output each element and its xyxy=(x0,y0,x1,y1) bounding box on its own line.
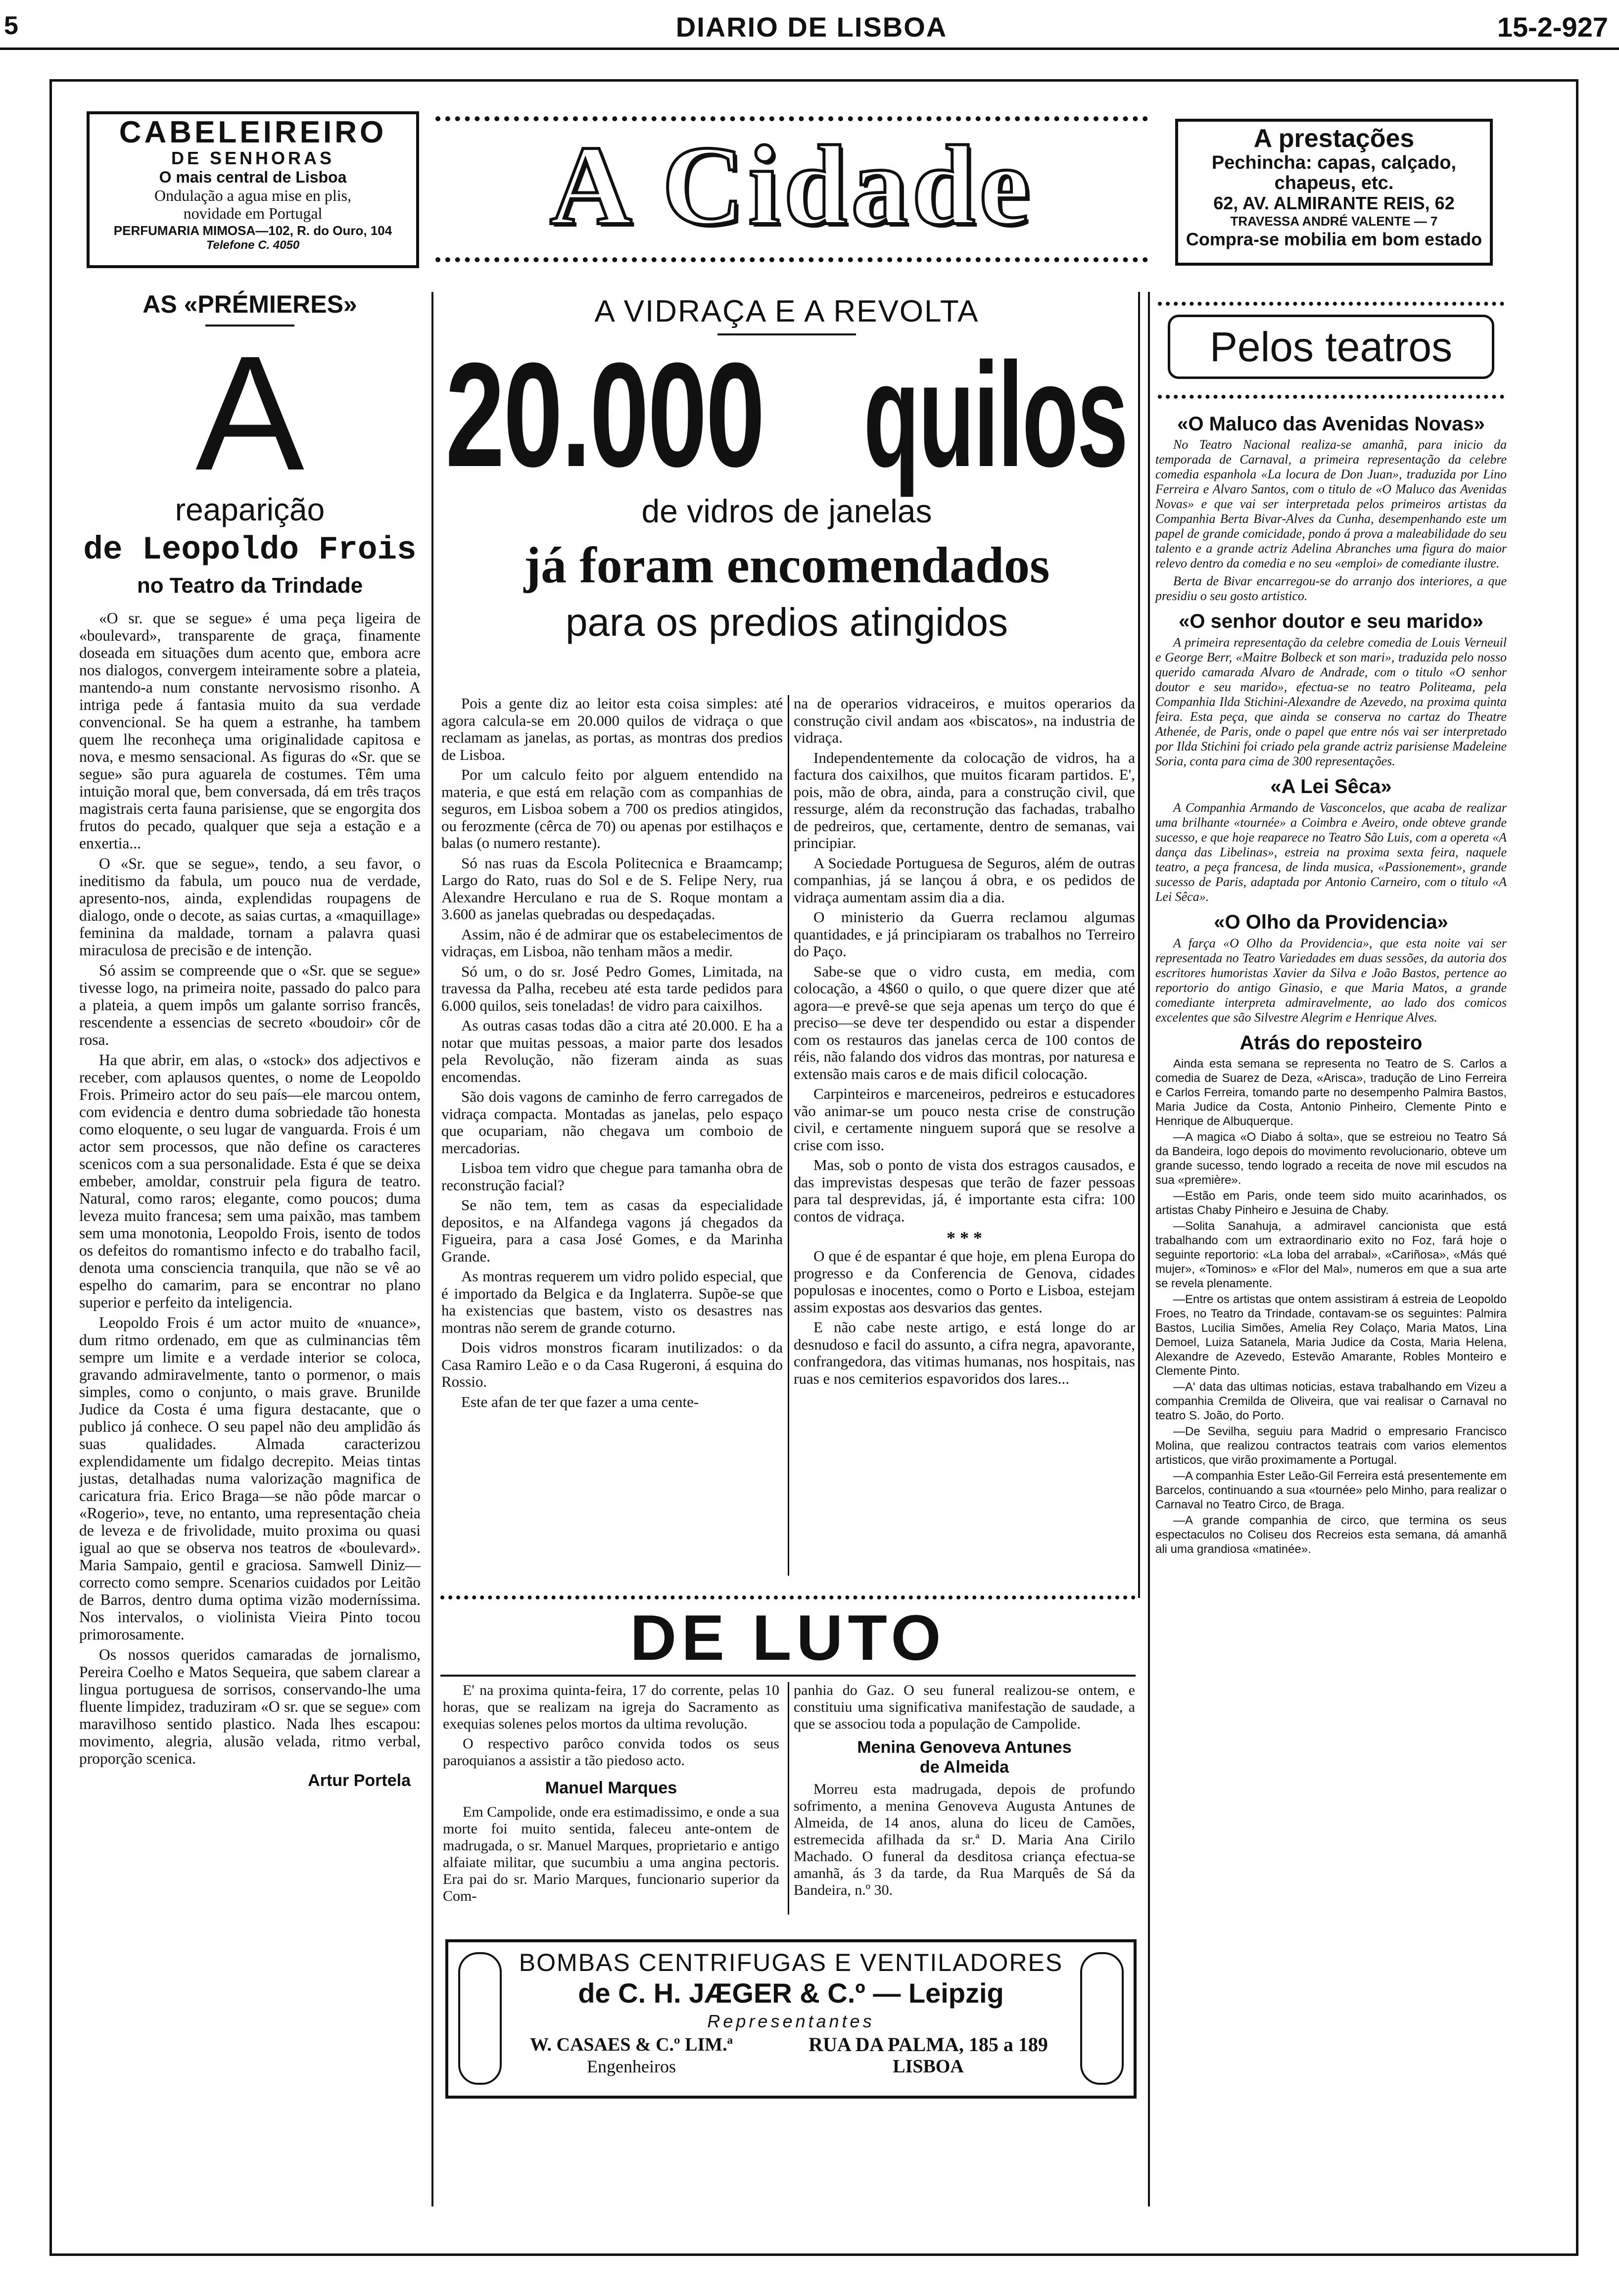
premieres-signature: Artur Portela xyxy=(308,1771,411,1790)
teatros-s5-item: —A companhia Ester Leão-Gil Ferreira está presentemente em Barcelos, continuando a sua «tournée» pelo Minho, para realizar o Carnaval no Teatro Circo, de Braga. xyxy=(1155,1469,1507,1511)
vidraca-heading-2: de vidros de janelas xyxy=(641,493,932,529)
teatros-s1-title: «O Maluco das Avenidas Novas» xyxy=(1177,413,1485,435)
vidraca-paragraph: Independentemente da colocação de vidros, ha a factura dos caixilhos, que muitos ficaram partidos. E', pois, mão de obra, ainda, para a construção civil, que ressurge, além da reconstrução das fachadas, trabalho de pedreiros, que, certamente, dentro de semanas, vai principiar. xyxy=(794,749,1135,851)
vidraca-paragraph: Assim, não é de admirar que os estabelecimentos de vidraças, em Lisboa, não tenham mãos a medir. xyxy=(441,925,783,960)
ad-bombas-line3: Representantes xyxy=(707,2011,875,2031)
teatros-s5-item: —De Sevilha, seguiu para Madrid o empresario Francisco Molina, que realizou contractos teatrais com varios elementos artisticos, que virão proximamente a Portugal. xyxy=(1155,1425,1507,1467)
luto-intro-right: panhia do Gaz. O seu funeral realizou-se ontem, e constituiu uma significativa manifestação de saudade, a que se associou toda a população de Campolide. xyxy=(794,1682,1135,1732)
vidraca-paragraph: na de operarios vidraceiros, e muitos operarios da construção civil andam aos «biscatos», na industria de vidraça. xyxy=(794,695,1135,746)
teatros-column xyxy=(1155,411,1507,1558)
premieres-heading-3: no Teatro da Trindade xyxy=(137,573,363,598)
section-title-box xyxy=(435,116,1148,262)
ad-prestacoes-line2: chapeus, etc. xyxy=(1274,173,1394,193)
premieres-paragraph: Ha que abrir, em alas, o «stock» dos adjectivos e receber, com aplausos quentes, o nome de Leopoldo Frois. Primeiro actor do seu país—ele marcou ontem, com evidencia e dentro duma sobriedade tão honesta como eloquente, o seu lugar de vanguarda. Frois é um actor sem processos, que não define os caracteres scenicos com a sua personalidade. Esta é que se deixa embeber, amoldar, construir pela figura de teatro. Natural, como raros; elegante, como poucos; duma leveza muito francesa; sem uma paixão, mas tambem sem uma monotonia, Leopoldo Frois, isento de todos os defeitos do romantismo infecto e do trabalho facil, denota uma consciencia tranquila, que não se vê ao espelho do camarim, para se encontrar no plano superior e perfeito da inteligencia. xyxy=(79,1051,421,1311)
teatros-s2-title: «O senhor doutor e seu marido» xyxy=(1179,610,1483,632)
vidraca-paragraph: Carpinteiros e marceneiros, pedreiros e estucadores vão animar-se um pouco nesta crise de construção civil, e certamente ninguem suporá que se resolve a crise com isso. xyxy=(794,1085,1135,1154)
ad-ornament-right xyxy=(1080,1952,1124,2085)
vidraca-paragraph: Lisboa tem vidro que chegue para tamanha obra de reconstrução facial? xyxy=(441,1159,783,1194)
teatros-s5-item: —A' data das ultimas noticias, estava trabalhando em Vizeu a companhia Cremilda de Oliveira, que vai realisar o Carnaval no teatro S. João, do Porto. xyxy=(1155,1380,1507,1422)
teatros-header-inner xyxy=(1168,315,1494,379)
teatros-s5-item: —Estão em Paris, onde teem sido muito acarinhados, os artistas Chaby Pinheiro e Jesuina de Chaby. xyxy=(1155,1189,1507,1217)
vidraca-heading-3: já foram encomendados xyxy=(524,537,1050,594)
vidraca-paragraph: A Sociedade Portuguesa de Seguros, além de outras companhias, já se lançou á obra, e os pedidos de vidraça aumentam assim dia a dia. xyxy=(794,854,1135,906)
vidraca-paragraph: Se não tem, tem as casas da especialidade depositos, e na Alfandega vagons já chegados da Figueira, para a casa José Gomes, e da Marinha Grande. xyxy=(441,1196,783,1265)
ad-prestacoes-line5: Compra-se mobilia em bom estado xyxy=(1186,229,1482,249)
ad-bombas-left-2: Engenheiros xyxy=(587,2057,676,2076)
vidraca-paragraph: Pois a gente diz ao leitor esta coisa simples: até agora calcula-se em 20.000 quilos de vidraça o que reclamam as janelas, as portas, as montras dos predios de Lisboa. xyxy=(441,695,783,763)
vidraca-kicker: A VIDRAÇA E A REVOLTA xyxy=(594,294,979,328)
teatros-s3-title: «A Lei Sêca» xyxy=(1270,776,1392,797)
luto-text-1: Em Campolide, onde era estimadissimo, e onde a sua morte foi muito sentida, faleceu ante-ontem de madrugada, o sr. Manuel Marques, proprietario e antigo alfaiate militar, que sucumbiu a uma angina pectoris. Era pai do sr. Mario Marques, funcionario superior da Com- xyxy=(443,1804,779,1904)
vidraca-article xyxy=(440,292,1133,647)
page-number: 5 xyxy=(4,11,18,40)
vidraca-column-2 xyxy=(794,695,1135,1390)
vidraca-headline-number: 20.000 xyxy=(445,331,764,498)
ad-prestacoes-line4: TRAVESSA ANDRÉ VALENTE — 7 xyxy=(1230,214,1438,229)
teatros-s5-item: —A grande companhia de circo, que termina os seus espectaculos no Coliseu dos Recreios esta semana, dá amanhã ali uma grandiosa «matinée». xyxy=(1155,1514,1507,1556)
luto-title: DE LUTO xyxy=(630,1601,946,1674)
luto-text-2: Morreu esta madrugada, depois de profundo sofrimento, a menina Genoveva Augusta Antunes de Almeida, de 14 anos, aluna do liceu de Camões, estremecida afilhada da sr.ª D. Maria Ana Cirilo Machado. O funeral da desditosa criança efectua-se amanhã, ás 3 da tarde, da Rua Marquês de Sá da Bandeira, n.º 30. xyxy=(794,1781,1135,1898)
ad-prestacoes-line3: 62, AV. ALMIRANTE REIS, 62 xyxy=(1213,193,1455,213)
column-rule-1 xyxy=(431,292,433,2206)
ad-bombas-left-1: W. CASAES & C.º LIM.ª xyxy=(530,2034,733,2055)
vidraca-paragraph: Só um, o do sr. José Pedro Gomes, Limitada, na travessa da Palha, recebeu até esta tarde pedidos para 6.000 quilos, seis toneladas! de vidro para caixilhos. xyxy=(441,962,783,1014)
ad-bombas-right-1: RUA DA PALMA, 185 a 189 xyxy=(809,2033,1048,2056)
issue-date: 15-2-927 xyxy=(1497,11,1608,43)
premieres-big-letter: A xyxy=(195,322,305,504)
premieres-article xyxy=(79,287,421,1790)
ad-bombas-line2: de C. H. JÆGER & C.º — Leipzig xyxy=(578,1977,1004,2009)
vidraca-headline-row xyxy=(440,331,1133,498)
vidraca-separator: * * * xyxy=(947,1228,982,1248)
vidraca-inner-rule xyxy=(788,695,789,1576)
vidraca-paragraph: São dois vagons de caminho de ferro carregados de vidraça compacta. Montadas as janelas, pelo espaço que ocupariam, não chegava um comboio de mercadorias. xyxy=(441,1088,783,1157)
vidraca-paragraph: Dois vidros monstros ficaram inutilizados: o da Casa Ramiro Leão e o da Casa Rugeroni, á esquina do Rossio. xyxy=(441,1339,783,1390)
vidraca-paragraph: Mas, sob o ponto de vista dos estragos causados, e das imprevistas despesas que terão de fazer pessoas para tal desprevidas, já, é importante esta cifra: 100 contos de vidraça. xyxy=(794,1156,1135,1225)
teatros-s4-text: A farça «O Olho da Providencia», que esta noite vai ser representada no Teatro Variedades em duas sessões, da autoria dos escritores humoristas Xavier da Silva e João Bastos, pertence ao reportorio do antigo Ginasio, e que Maria Matos, a grande comediante interpreta admiravelmente, ao lado dos comicos excelentes que são Silvestre Alegrim e Henrique Alves. xyxy=(1155,936,1507,1025)
premieres-body xyxy=(79,609,421,1767)
vidraca-paragraph: Sabe-se que o vidro custa, em media, com colocação, a 4$60 o quilo, o que quere dizer que até agora—e prevê-se que seja apenas um terço do que é preciso—se deve ter despendido ou estar a dispender com os restauros das janelas cerca de 100 contos de réis, não falando dos vidros das montras, por naturesa e extensão mais caros e de mais dificil colocação. xyxy=(794,962,1135,1082)
ad-cabeleireiro-subtitle: DE SENHORAS xyxy=(171,148,335,168)
ad-cabeleireiro-line2: Ondulação a agua mise en plis, xyxy=(154,187,352,204)
vidraca-paragraph: Por um calculo feito por alguem entendido na materia, e que está em relação com as companhias de seguros, em Lisboa sobem a 700 os predios atingidos, ou ferozmente (cêrca de 70) ou apenas por estilhaços e balas (o numero restante). xyxy=(441,766,783,851)
column-rule-2 xyxy=(1138,292,1140,1598)
luto-name-1: Manuel Marques xyxy=(545,1779,677,1797)
teatros-s5-item: —Solita Sanahuja, a admiravel cancionista que está trabalhando com um extraordinario exito no Foz, fará hoje o seguinte reportorio: «La loba del arrabal», «Cariñosa», «Más qué mujer», «Tominos» e «Flor del Mal», numeros em que a sua arte se revela plenamente. xyxy=(1155,1219,1507,1290)
premieres-kicker: AS «PRÉMIERES» xyxy=(143,290,357,318)
luto-mid-rule xyxy=(440,1675,1136,1677)
premieres-heading-1: reaparição xyxy=(175,492,325,527)
luto-inner-rule xyxy=(788,1682,789,1915)
luto-right-column xyxy=(794,1682,1135,1902)
column-rule-3 xyxy=(1148,292,1150,2206)
teatros-s5-item: —Entre os artistas que ontem assistiram á estreia de Leopoldo Froes, no Teatro da Trindade, contavam-se os seguintes: Palmira Bastos, Lucilia Simões, Amelia Rey Colaço, Maria Matos, Lina Demoel, Luiza Satanela, Maria Judice da Costa, Maria Helena, Alexandre de Azevedo, Estevão Amarante, Robles Monteiro e Clemente Pinto. xyxy=(1155,1293,1507,1378)
ad-bombas-line1: BOMBAS CENTRIFUGAS E VENTILADORES xyxy=(519,1949,1063,1976)
ad-cabeleireiro-line3: novidade em Portugal xyxy=(183,204,323,222)
teatros-s5-item: —A magica «O Diabo á solta», que se estreiou no Teatro Sá da Bandeira, logo depois do movimento revolucionario, obteve um grande sucesso, tendo logrado a receita de nove mil escudos na sua «première». xyxy=(1155,1130,1507,1187)
premieres-paragraph: Leopoldo Frois é um actor muito de «nuance», dum ritmo ordenado, em que as culminancias têm sempre um limite e a verdade interior se coloca, gravando admiravelmente, tanto o pormenor, o mais simples, como o conjunto, o mais grave. Brunilde Judice da Costa é uma figura destacante, que o publico já conhece. O seu papel não deu amplidão ás suas qualidades. Almada caracterizou explendidamente um fidalgo decrepito. Meias tintas justas, detalhadas numa valorização magnifica de caricatura fria. Erico Braga—se não pôde marcar o «Rogerio», teve, no entanto, uma representação cheia de leveza e de frivolidade, muito proxima ou quasi igual ao que se observa nos teatros de «boulevard». Maria Sampaio, gentil e graciosa. Samwell Diniz—correcto como sempre. Scenarios cuidados por Leitão de Barros, dentro duma optima vizão moderníssima. Nos intervalos, o violinista Vieira Pinto tocou primorosamente. xyxy=(79,1314,421,1643)
teatros-s5-item: Ainda esta semana se representa no Teatro de S. Carlos a comedia de Suarez de Deza, «Arisca», tradução de Lino Ferreira e Carlos Ferreira, tomando parte no desempenho Palmira Bastos, Maria Judice da Costa, Antonio Pinheiro, Clemente Pinto e Henrique de Albuquerque. xyxy=(1155,1057,1507,1128)
teatros-s2-text: A primeira representação da celebre comedia de Louis Verneuil e George Berr, «Maitre Bolbeck et son mari», traduzida pelo nosso querido camarada Alvaro de Andrade, com o titulo «O senhor doutor e seu marido», efectua-se no teatro Politeama, pela Companhia Ilda Stichini-Alexandre de Azevedo, na proxima quinta feira. Esta peça, que ainda se conserva no cartaz do Theatre Athenée, de Paris, onde o papel que entre nós vai ser interpretado por Ilda Stichini foi criado pela grande actriz parisiense Madeleine Soria, conta para cima de 300 representações. xyxy=(1155,635,1507,768)
premieres-heading-2: de Leopoldo Frois xyxy=(83,531,417,568)
newspaper-name: DIARIO DE LISBOA xyxy=(675,11,948,43)
luto-top-rule xyxy=(440,1595,1136,1599)
vidraca-paragraph: O ministerio da Guerra reclamou algumas quantidades, e já principiaram os trabalhos no Terreiro do Paço. xyxy=(794,908,1135,960)
vidraca-heading-4: para os predios atingidos xyxy=(566,600,1008,644)
vidraca-paragraph: As montras requerem um vidro polido especial, que é importado da Belgica e da Inglaterra. Supõe-se que ha existencias que bastem, visto os desastres nas montras não serem de grande coturno. xyxy=(441,1267,783,1336)
teatros-s1-text-2: Berta de Bivar encarregou-se do arranjo dos interiores, a que presidiu o seu gosto artistico. xyxy=(1155,574,1507,603)
luto-left-column xyxy=(443,1682,779,1908)
masthead-rule xyxy=(0,47,1619,50)
premieres-paragraph: Só assim se compreende que o «Sr. que se segue» tivesse logo, na primeira noite, passado do palco para a plateia, a quem impôs um galante sorriso francês, rescendente a essencias de secreto «boudoir» côr de rosa. xyxy=(79,962,421,1048)
ad-cabeleireiro-title: CABELEIREIRO xyxy=(119,115,387,149)
premieres-paragraph: O «Sr. que se segue», tendo, a seu favor, o ineditismo da fabula, um pouco nua de verdade, apresento-nos, ainda, explendidas roupagens de dialogo, onde o decote, as saias curtas, a «maquillage» feminina da maldade, tornam a palavra quasi miraculosa de precisão e de intenção. xyxy=(79,855,421,959)
teatros-s5-body xyxy=(1155,1057,1507,1556)
vidraca-headline-word: quilos xyxy=(863,331,1127,498)
luto-intro: E' na proxima quinta-feira, 17 do corrente, pelas 10 horas, que se realizam na igreja do Sacramento as exequias solenes pelos mortos da ultima revolução. xyxy=(443,1682,779,1732)
vidraca-paragraph: Este afan de ter que fazer a uma cente- xyxy=(461,1393,699,1410)
section-title: A Cidade xyxy=(550,122,1034,248)
teatros-header: Pelos teatros xyxy=(1209,324,1453,370)
ad-cabeleireiro-line1: O mais central de Lisboa xyxy=(159,168,347,186)
luto-name-2b: de Almeida xyxy=(919,1758,1009,1777)
teatros-s4-title: «O Olho da Providencia» xyxy=(1214,911,1448,933)
ad-prestacoes-line1: Pechincha: capas, calçado, xyxy=(1211,152,1457,173)
teatros-s5-title: Atrás do reposteiro xyxy=(1239,1032,1423,1054)
teatros-s3-text: A Companhia Armando de Vasconcelos, que acaba de realizar uma brilhante «tournée» a Coimbra e Aveiro, onde obteve grande sucesso, e que hoje reaparece no Teatro São Luis, com a opereta «A dança das Libelinas», estreia na proxima sexta feira, naquele teatro, a peça francesa, de linda musica, «Passionement», grande sucesso de Paris, adaptada por Antonio Carneiro, com o titulo «A Lei Sêca». xyxy=(1155,800,1507,904)
luto-name-2a: Menina Genoveva Antunes xyxy=(857,1738,1072,1757)
ad-cabeleireiro xyxy=(87,111,419,268)
vidraca-paragraph: As outras casas todas dão a citra até 20.000. E ha a notar que muitas pessoas, a maior parte dos lesados pela Revolução, não fizeram ainda as suas encomendas. xyxy=(441,1017,783,1085)
ad-ornament-left xyxy=(458,1952,502,2085)
vidraca-paragraph: E não cabe neste artigo, e está longe do ar desnudoso e facil do assunto, a cifra negra, apavorante, confrangedora, das vitimas humanas, nos hospitais, nas ruas e nos cemiterios espavoridos dos lares... xyxy=(794,1318,1135,1387)
premieres-paragraph: «O sr. que se segue» é uma peça ligeira de «boulevard», transparente de graça, finamente doseada em situações dum acento que, embora acre nos dialogos, convergem inteiramente sobre a plateia, mantendo-a num constante nervosismo risonho. A intriga pede á fantasia muito da sua verdade convencional. Se ha quem a estranhe, ha tambem quem lhe reconheça uma originalidade capitosa e nova, e mesmo sensacional. As figuras do «Sr. que se segue» são pura aguarela de costumes. Têm uma intuição moral que, bem conversada, dá em três traços magistrais certa fauna parisiense, que se engorgita dos frutos do pecado, qualquer que seja a estação e a enxertia... xyxy=(79,609,421,852)
vidraca-paragraph: Só nas ruas da Escola Politecnica e Braamcamp; Largo do Rato, ruas do Sol e de S. Felipe Nery, rua Alexandre Herculano e rua de S. Roque montam a 3.600 as janelas quebradas ou despedaçadas. xyxy=(441,854,783,923)
ad-cabeleireiro-line5: Telefone C. 4050 xyxy=(206,238,300,252)
teatros-header-box xyxy=(1158,302,1504,399)
ad-prestacoes xyxy=(1175,119,1493,266)
vidraca-column-1 xyxy=(441,695,783,1413)
ad-bombas-right-2: LISBOA xyxy=(893,2056,964,2077)
vidraca-paragraph: O que é de espantar é que hoje, em plena Europa do progresso e da Conferencia de Genova, cidades populosas e inocentes, como o Porto e Lisboa, estejam assim expostas aos desvarios das gentes. xyxy=(794,1247,1135,1316)
premieres-paragraph: Os nossos queridos camaradas de jornalismo, Pereira Coelho e Matos Sequeira, que sabem clarear a lingua portuguesa de sorrisos, conservando-lhe uma fluente limpidez, traduziram «O sr. que se segue» com maravilhoso sentido plastico. Nada lhes escapou: movimento, alegria, alusão velada, ritmo verbal, proporção scenica. xyxy=(79,1646,421,1767)
luto-intro-2: O respectivo parôco convida todos os seus paroquianos a assistir a tão piedoso acto. xyxy=(443,1735,779,1769)
teatros-s1-text: No Teatro Nacional realiza-se amanhã, para inicio da temporada de Carnaval, a primeira representação da celebre comedia espanhola «La locura de Don Juan», traduzida por Lino Ferreira e Alvaro Santos, com o titulo de «O Maluco das Avenidas Novas» e que vai ser interpretada pelos primeiros artistas da Companhia Berta Bivar-Alves da Cunha, desempenhando este um papel de grande comicidade, pondo á prova a maleabilidade do seu talento e a grande actriz Adelina Abranches uma figura do maior relevo dentro da comedia e no seu «emploi» de comediante ilustre. xyxy=(1155,437,1507,570)
ad-cabeleireiro-line4: PERFUMARIA MIMOSA—102, R. do Ouro, 104 xyxy=(113,223,392,238)
ad-bombas xyxy=(445,1939,1137,2099)
ad-prestacoes-title: A prestações xyxy=(1253,124,1415,153)
